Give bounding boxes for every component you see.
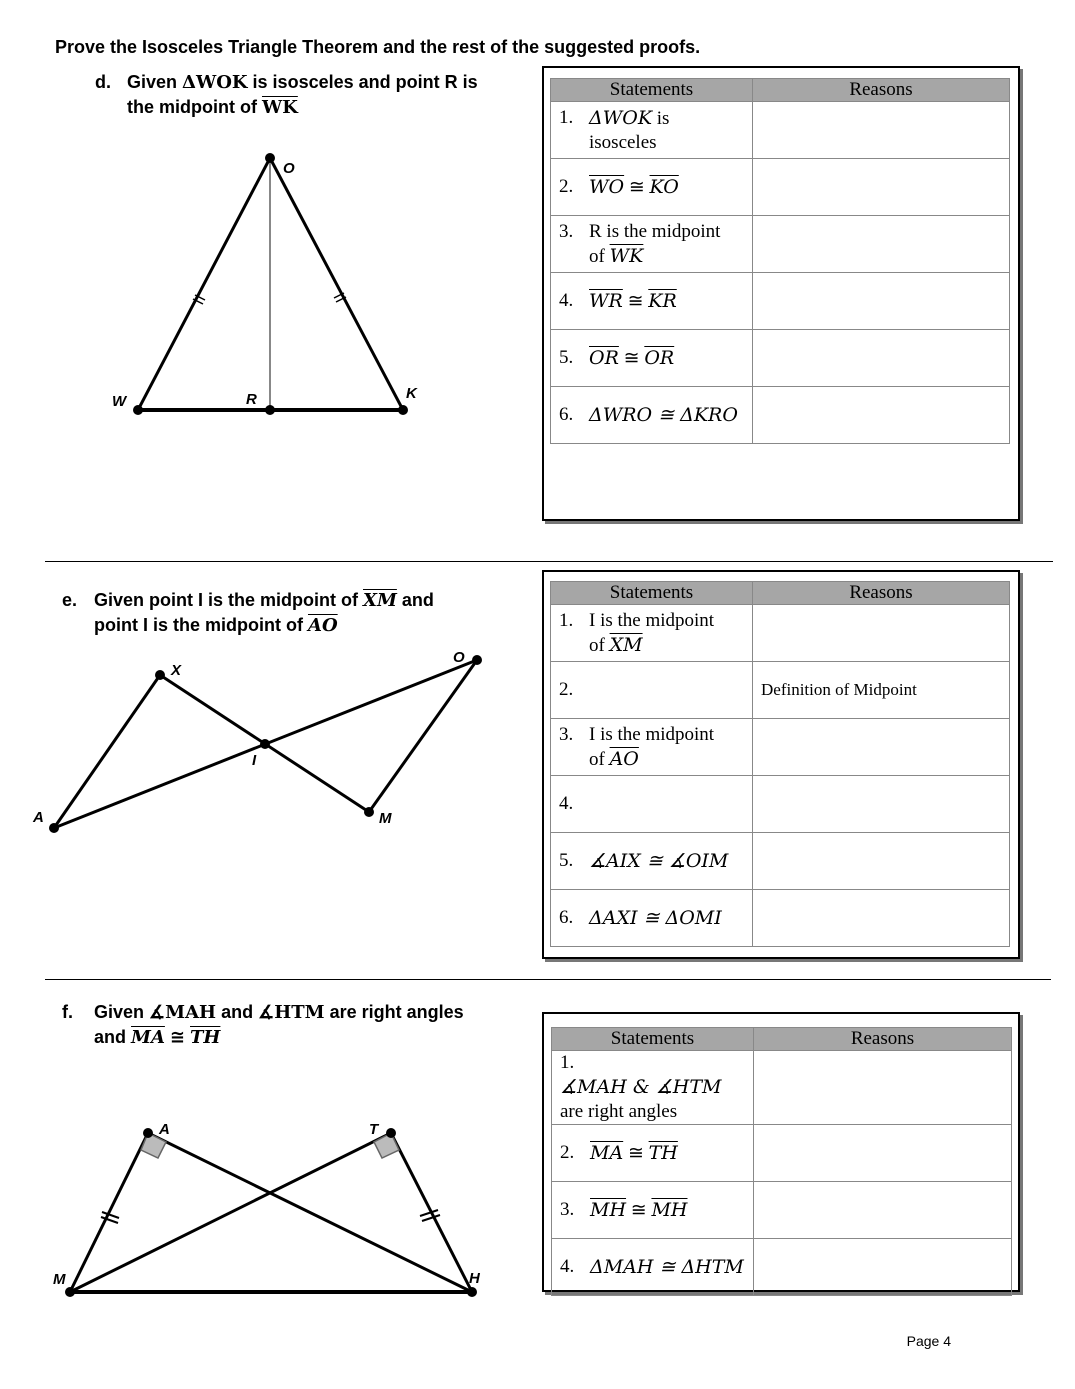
given-d: d. Given ΔWOK is isosceles and point R is the midpoint of $\overline{WK}$ [95,72,478,118]
reason-cell[interactable] [753,890,1010,947]
figure-f-crossed-triangles [45,1115,505,1315]
proof-table-d [550,78,1010,444]
problem-label-f: f. [62,1002,73,1022]
table-row: 1. ΔWOK is isosceles [551,102,1010,159]
reason-cell[interactable] [753,387,1010,444]
table-row: 1.∡MAH & ∡HTM are right angles [552,1051,1012,1125]
reason-cell[interactable] [753,273,1010,330]
reason-cell[interactable] [753,605,1010,662]
proof-table-f [551,1027,1012,1296]
reason-cell[interactable] [753,719,1010,776]
point-label-m: M [379,810,392,827]
point-label-x: X [171,662,182,679]
section-divider [45,561,1053,562]
problem-label-e: e. [62,590,78,610]
given-e: e. Given point I is the midpoint of $\overline{XM}$ and point I is the midpoint of $\overline{AO}$ [62,590,434,636]
reason-cell[interactable] [754,1239,1012,1296]
table-row: 1. I is the midpoint of $\overline{XM}$ [551,605,1010,662]
point-label-a: A [33,809,44,826]
point-label-m: M [53,1271,66,1288]
reason-cell[interactable] [753,159,1010,216]
point-label-t: T [369,1121,379,1138]
proof-table-e [550,581,1010,947]
reason-cell[interactable] [754,1125,1012,1182]
page-number: Page 4 [906,1333,951,1349]
point-label-r: R [246,391,257,408]
point-label-w: W [112,393,127,410]
reasons-header: Reasons [753,582,1010,605]
table-row: 4. [551,776,1010,833]
reason-cell[interactable] [753,102,1010,159]
point-label-k: K [406,385,417,402]
table-row: 5. ∡AIX ≅ ∡OIM [551,833,1010,890]
page-heading: Prove the Isosceles Triangle Theorem and the rest of the suggested proofs. [55,37,701,57]
reason-cell[interactable] [753,776,1010,833]
point-label-o: O [453,649,465,666]
statements-header: Statements [552,1028,754,1051]
given-f: f. Given ∡MAH and ∡HTM are right angles and $\overline{MA}$ ≅ $\overline{TH}$ [62,1002,464,1048]
point-label-o: O [283,160,295,177]
reason-cell[interactable] [753,216,1010,273]
figure-d-triangle [100,140,460,440]
problem-label-d: d. [95,72,111,92]
table-row: 6. ΔWRO ≅ ΔKRO [551,387,1010,444]
statements-header: Statements [551,582,753,605]
table-row: 4. ΔMAH ≅ ΔHTM [552,1239,1012,1296]
reason-cell[interactable] [754,1182,1012,1239]
table-row: 4. $\overline{WR}$ ≅ $\overline{KR}$ [551,273,1010,330]
table-row: 5. $\overline{OR}$ ≅ $\overline{OR}$ [551,330,1010,387]
table-row: 2. $\overline{WO}$ ≅ $\overline{KO}$ [551,159,1010,216]
section-divider [45,979,1051,980]
point-label-i: I [252,752,257,769]
table-row: 3. $\overline{MH}$ ≅ $\overline{MH}$ [552,1182,1012,1239]
table-row: 3. I is the midpoint of $\overline{AO}$ [551,719,1010,776]
reason-cell[interactable] [753,330,1010,387]
reason-cell[interactable] [754,1051,1012,1125]
table-row: 2. Definition of Midpoint [551,662,1010,719]
reason-cell[interactable] [753,833,1010,890]
table-row: 6. ΔAXI ≅ ΔOMI [551,890,1010,947]
point-label-h: H [469,1270,480,1287]
table-row: 3. R is the midpoint of $\overline{WK}$ [551,216,1010,273]
statements-header: Statements [551,79,753,102]
figure-e-bowtie [25,645,495,845]
point-label-a: A [159,1121,170,1138]
reasons-header: Reasons [753,79,1010,102]
reason-cell[interactable]: Definition of Midpoint [753,662,1010,719]
table-row: 2. $\overline{MA}$ ≅ $\overline{TH}$ [552,1125,1012,1182]
reasons-header: Reasons [754,1028,1012,1051]
